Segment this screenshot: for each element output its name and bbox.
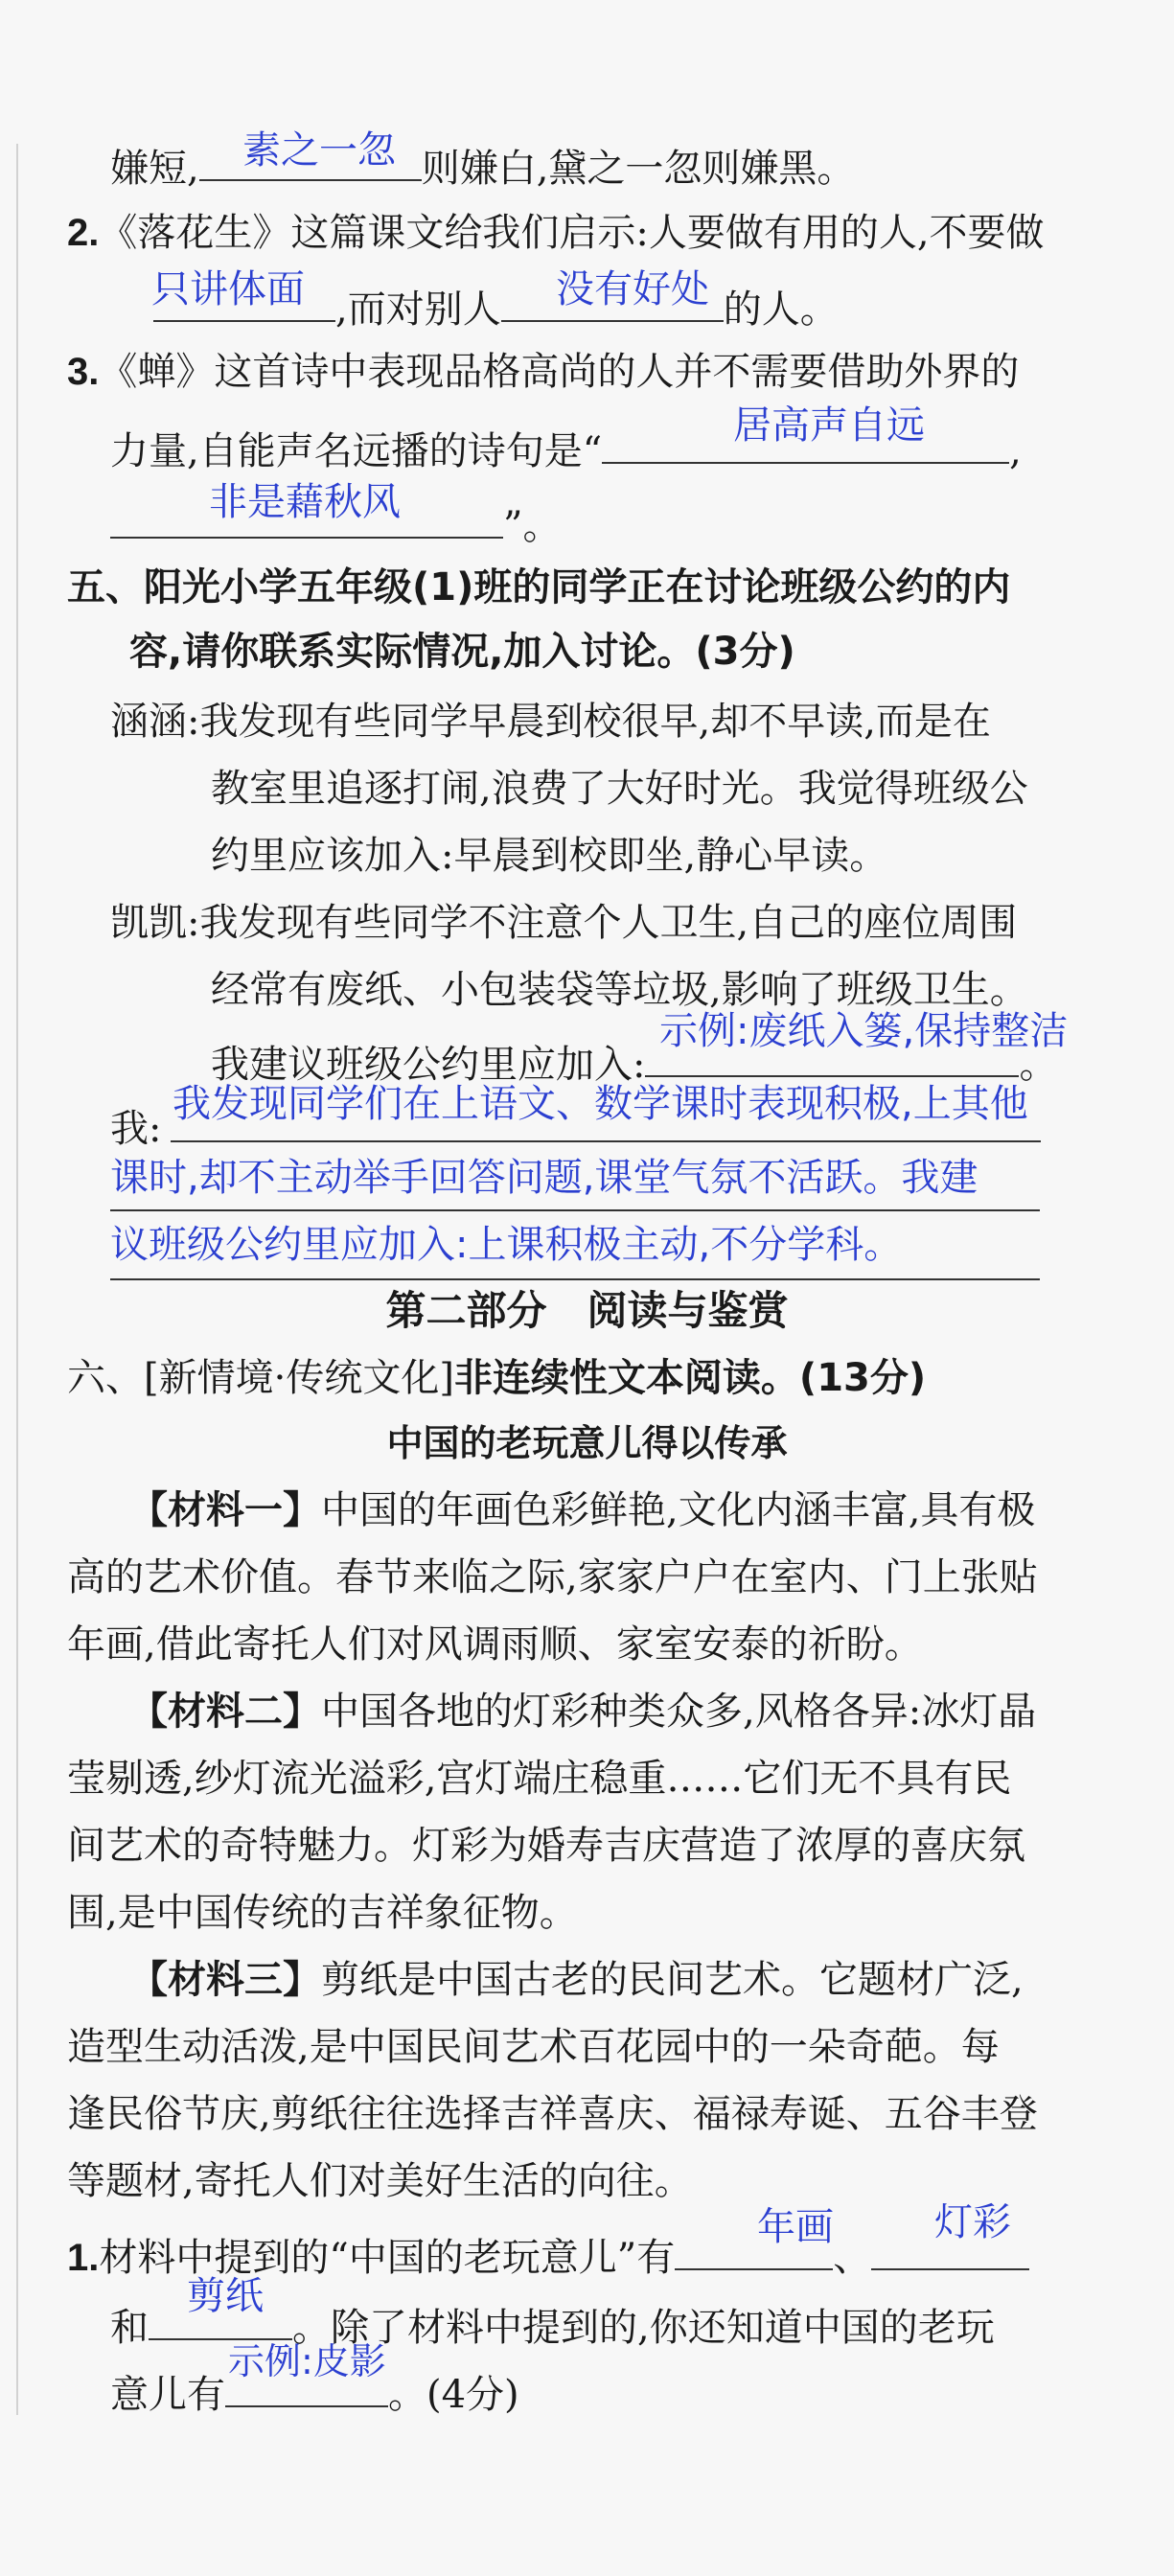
m1-line1 (129, 1484, 1035, 1537)
m1-line2: 高的艺术价值。春节来临之际,家家户户在室内、门上张贴 (67, 1555, 1038, 1599)
q6-1-answer1: 年画 (757, 2205, 834, 2249)
m3-line2: 造型生动活泼,是中国民间艺术百花园中的一朵奇葩。每 (67, 2025, 1000, 2069)
q2-text-mid: ,而对别人 (335, 288, 501, 332)
q2-line1 (67, 206, 1045, 260)
kaikai-answer: 示例:废纸入篓,保持整洁 (659, 1009, 1069, 1053)
q6-1-answer4: 示例:皮影 (228, 2340, 386, 2382)
section6-heading (67, 1351, 926, 1405)
kaikai-suggest-text: 我建议班级公约里应加入: (211, 1043, 646, 1087)
kaikai-line1: 凯凯:我发现有些同学不注意个人卫生,自己的座位周围 (110, 901, 1018, 945)
q6-1-he: 和 (110, 2306, 149, 2350)
me-answer-line3: 议班级公约里应加入:上课积极主动,不分学科。 (110, 1223, 903, 1267)
q6-1-text-e: 。(4分) (388, 2373, 519, 2417)
hanhan-line3: 约里应该加入:早晨到校即坐,静心早读。 (211, 834, 888, 878)
q1-answer: 素之一忽 (242, 128, 396, 172)
q3-answer1: 居高声自远 (733, 403, 925, 448)
me-rule2 (110, 1209, 1040, 1211)
q2-text: 《落花生》这篇课文给我们启示:人要做有用的人,不要做 (99, 211, 1045, 255)
q1-text-end: 则嫌白,黛之一忽则嫌黑。 (421, 147, 856, 191)
q1-tail-line (110, 139, 855, 196)
m1-text: 中国的年画色彩鲜艳,文化内涵丰富,具有极 (321, 1488, 1036, 1532)
q2-number: 2. (67, 212, 100, 254)
m1-tag: 【材料一】 (129, 1488, 321, 1532)
me-rule1 (171, 1140, 1041, 1142)
part2-title: 第二部分 阅读与鉴赏 (385, 1287, 789, 1334)
article-title: 中国的老玩意儿得以传承 (386, 1422, 788, 1464)
q3-line1 (67, 345, 1019, 399)
section6-tag: 六、[新情境·传统文化] (67, 1356, 454, 1400)
m3-line1 (129, 1953, 1024, 2007)
q6-1-text-d: 意儿有 (110, 2373, 225, 2417)
me-answer-line1: 我发现同学们在上语文、数学课时表现积极,上其他 (173, 1082, 1028, 1126)
q6-1-answer2: 灯彩 (934, 2200, 1011, 2244)
me-answer-line2: 课时,却不主动举手回答问题,课堂气氛不活跃。我建 (110, 1156, 978, 1200)
m2-tag: 【材料二】 (129, 1690, 321, 1734)
q6-1-text: 材料中提到的“中国的老玩意儿”有 (99, 2236, 676, 2280)
q6-1-answer3: 剪纸 (187, 2274, 264, 2318)
q6-1-number: 1. (67, 2237, 100, 2279)
q2-answer1: 只讲体面 (151, 267, 305, 311)
q6-1-sep: 、 (833, 2236, 872, 2280)
m3-line3: 逢民俗节庆,剪纸往往选择吉祥喜庆、福禄寿诞、五谷丰登 (67, 2092, 1038, 2136)
m2-text: 中国各地的灯彩种类众多,风格各异:冰灯晶 (321, 1690, 1037, 1734)
q6-1-text-c: 。除了材料中提到的,你还知道中国的老玩 (292, 2306, 995, 2350)
m2-line4: 围,是中国传统的吉祥象征物。 (67, 1891, 578, 1935)
m3-line4: 等题材,寄托人们对美好生活的向往。 (67, 2159, 693, 2203)
q3-number: 3. (67, 351, 100, 393)
m3-text: 剪纸是中国古老的民间艺术。它题材广泛, (321, 1958, 1024, 2002)
m2-line1 (129, 1685, 1036, 1738)
q2-answer2: 没有好处 (556, 267, 709, 311)
hanhan-line1: 涵涵:我发现有些同学早晨到校很早,却不早读,而是在 (110, 700, 991, 744)
kaikai-line2: 经常有废纸、小包装袋等垃圾,影响了班级卫生。 (211, 968, 1028, 1012)
q1-text: 嫌短, (110, 147, 199, 191)
me-rule3 (110, 1278, 1040, 1280)
me-label: 我: (110, 1107, 162, 1151)
q3-comma: , (1009, 429, 1022, 473)
section6-title: 非连续性文本阅读。(13分) (453, 1356, 927, 1400)
m2-line2: 莹剔透,纱灯流光溢彩,宫灯端庄稳重……它们无不具有民 (67, 1757, 1012, 1801)
q3-answer2: 非是藉秋风 (209, 480, 401, 524)
section5-heading-line2: 容,请你联系实际情况,加入讨论。(3分) (129, 630, 795, 674)
m3-tag: 【材料三】 (129, 1958, 321, 2002)
margin-rule (16, 144, 18, 2415)
m2-line3: 间艺术的奇特魅力。灯彩为婚寿吉庆营造了浓厚的喜庆氛 (67, 1824, 1025, 1868)
m1-line3: 年画,借此寄托人们对风调雨顺、家室安泰的祈盼。 (67, 1622, 923, 1667)
q3-text-end: ”。 (503, 504, 562, 548)
section5-heading-line1: 五、阳光小学五年级(1)班的同学正在讨论班级公约的内 (67, 565, 1011, 610)
q2-text-end: 的人。 (723, 288, 839, 332)
kaikai-period: 。 (1019, 1043, 1058, 1087)
hanhan-line2: 教室里追逐打闹,浪费了大好时光。我觉得班级公 (211, 767, 1028, 811)
q3-text: 《蝉》这首诗中表现品格高尚的人并不需要借助外界的 (99, 350, 1020, 394)
q3-text-b: 力量,自能声名远播的诗句是“ (110, 429, 603, 473)
